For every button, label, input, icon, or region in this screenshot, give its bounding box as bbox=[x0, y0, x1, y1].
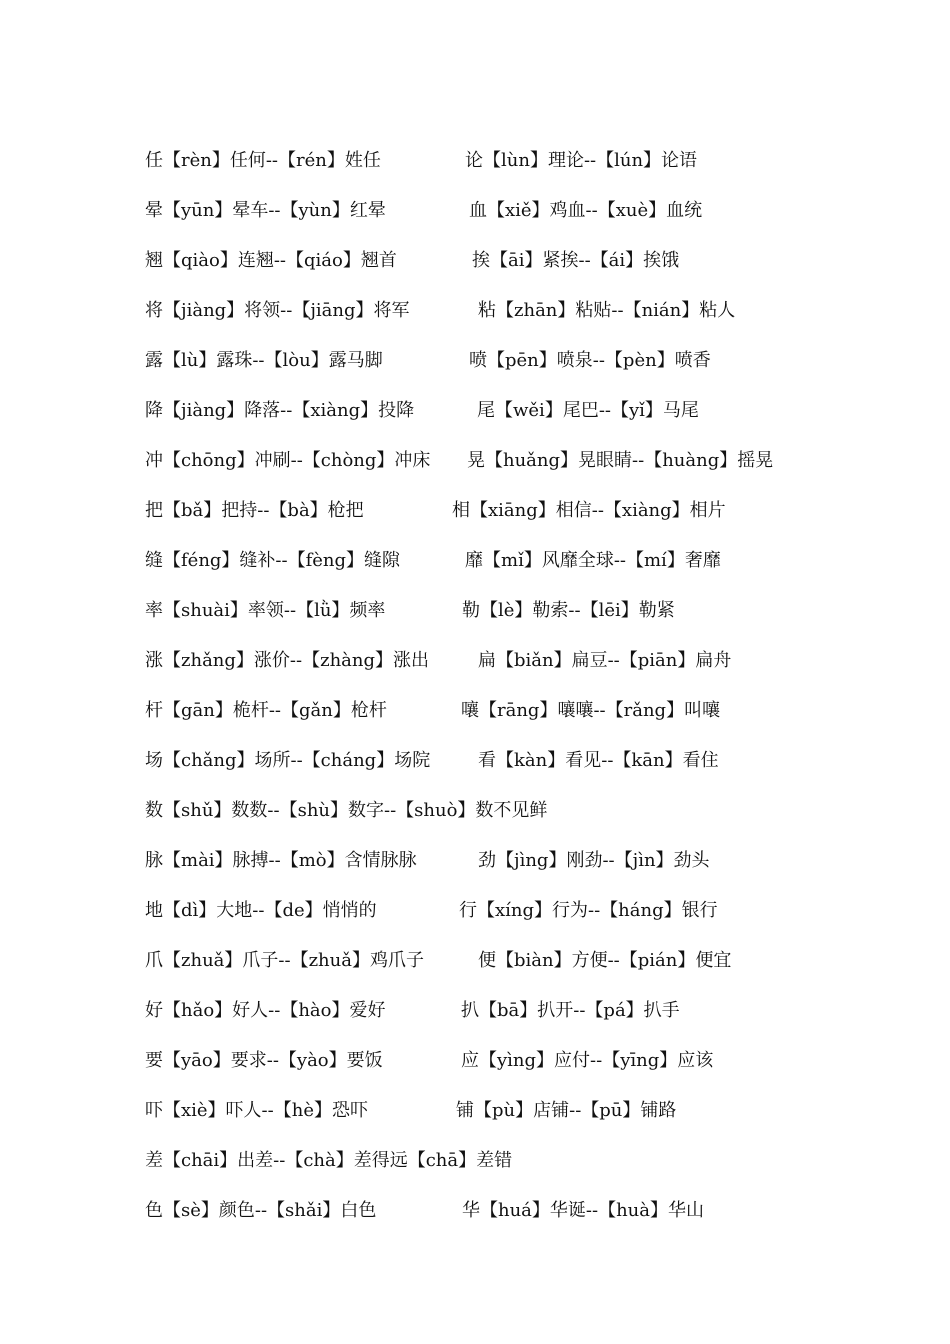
text-line bbox=[0, 1046, 950, 1076]
text-line bbox=[0, 996, 950, 1026]
left-entry: 翘【qiào】连翘--【qiáo】翘首 bbox=[145, 250, 397, 271]
text-line bbox=[0, 596, 950, 626]
text-line bbox=[0, 246, 950, 276]
text-line bbox=[0, 396, 950, 426]
left-entry: 好【hǎo】好人--【hào】爱好 bbox=[145, 1000, 386, 1021]
right-entry: 铺【pù】店铺--【pū】铺路 bbox=[456, 1100, 677, 1121]
right-entry: 华【huá】华诞--【huà】华山 bbox=[462, 1200, 704, 1221]
text-line bbox=[0, 946, 950, 976]
text-line bbox=[0, 1146, 950, 1176]
text-line bbox=[0, 846, 950, 876]
left-entry: 色【sè】颜色--【shǎi】白色 bbox=[145, 1200, 377, 1221]
right-entry: 相【xiāng】相信--【xiàng】相片 bbox=[452, 500, 726, 521]
text-line bbox=[0, 196, 950, 226]
left-entry: 任【rèn】任何--【rén】姓任 bbox=[145, 150, 381, 171]
right-entry: 行【xíng】行为--【háng】银行 bbox=[459, 900, 718, 921]
left-entry: 降【jiàng】降落--【xiàng】投降 bbox=[145, 400, 415, 421]
right-entry: 勒【lè】勒索--【lēi】勒紧 bbox=[462, 600, 675, 621]
right-entry: 粘【zhān】粘贴--【nián】粘人 bbox=[478, 300, 736, 321]
left-entry: 要【yāo】要求--【yào】要饭 bbox=[145, 1050, 383, 1071]
left-entry: 场【chǎng】场所--【cháng】场院 bbox=[145, 750, 431, 771]
text-line bbox=[0, 346, 950, 376]
left-entry: 缝【féng】缝补--【fèng】缝隙 bbox=[145, 550, 401, 571]
left-entry: 吓【xiè】吓人--【hè】恐吓 bbox=[145, 1100, 368, 1121]
text-line bbox=[0, 1196, 950, 1226]
text-line bbox=[0, 796, 950, 826]
right-entry: 晃【huǎng】晃眼睛--【huàng】摇晃 bbox=[467, 450, 774, 471]
text-line bbox=[0, 696, 950, 726]
left-entry: 数【shǔ】数数--【shù】数字--【shuò】数不见鲜 bbox=[145, 800, 548, 821]
left-entry: 爪【zhuǎ】爪子--【zhuǎ】鸡爪子 bbox=[145, 950, 424, 971]
right-entry: 扒【bā】扒开--【pá】扒手 bbox=[461, 1000, 680, 1021]
left-entry: 差【chāi】出差--【chà】差得远【chā】差错 bbox=[145, 1150, 513, 1171]
text-line bbox=[0, 896, 950, 926]
right-entry: 看【kàn】看见--【kān】看住 bbox=[478, 750, 719, 771]
right-entry: 喷【pēn】喷泉--【pèn】喷香 bbox=[469, 350, 711, 371]
left-entry: 将【jiàng】将领--【jiāng】将军 bbox=[145, 300, 410, 321]
right-entry: 挨【āi】紧挨--【ái】挨饿 bbox=[472, 250, 680, 271]
text-line bbox=[0, 1096, 950, 1126]
text-line bbox=[0, 446, 950, 476]
left-entry: 晕【yūn】晕车--【yùn】红晕 bbox=[145, 200, 386, 221]
text-line bbox=[0, 546, 950, 576]
text-line bbox=[0, 296, 950, 326]
right-entry: 便【biàn】方便--【pián】便宜 bbox=[478, 950, 732, 971]
left-entry: 地【dì】大地--【de】悄悄的 bbox=[145, 900, 377, 921]
left-entry: 把【bǎ】把持--【bà】枪把 bbox=[145, 500, 364, 521]
left-entry: 涨【zhǎng】涨价--【zhàng】涨出 bbox=[145, 650, 430, 671]
text-line bbox=[0, 146, 950, 176]
text-line bbox=[0, 496, 950, 526]
right-entry: 嚷【rāng】嚷嚷--【rǎng】叫嚷 bbox=[461, 700, 721, 721]
left-entry: 冲【chōng】冲刷--【chòng】冲床 bbox=[145, 450, 431, 471]
text-line bbox=[0, 646, 950, 676]
right-entry: 劲【jìng】刚劲--【jìn】劲头 bbox=[478, 850, 710, 871]
right-entry: 论【lùn】理论--【lún】论语 bbox=[465, 150, 698, 171]
left-entry: 率【shuài】率领--【lǜ】频率 bbox=[145, 600, 386, 621]
text-line bbox=[0, 746, 950, 776]
right-entry: 尾【wěi】尾巴--【yǐ】马尾 bbox=[477, 400, 699, 421]
right-entry: 应【yìng】应付--【yīng】应该 bbox=[461, 1050, 714, 1071]
left-entry: 脉【mài】脉搏--【mò】含情脉脉 bbox=[145, 850, 417, 871]
left-entry: 露【lù】露珠--【lòu】露马脚 bbox=[145, 350, 383, 371]
left-entry: 杆【gān】桅杆--【gǎn】枪杆 bbox=[145, 700, 387, 721]
right-entry: 靡【mǐ】风靡全球--【mí】奢靡 bbox=[465, 550, 721, 571]
right-entry: 血【xiě】鸡血--【xuè】血统 bbox=[469, 200, 703, 221]
right-entry: 扁【biǎn】扁豆--【piān】扁舟 bbox=[478, 650, 732, 671]
